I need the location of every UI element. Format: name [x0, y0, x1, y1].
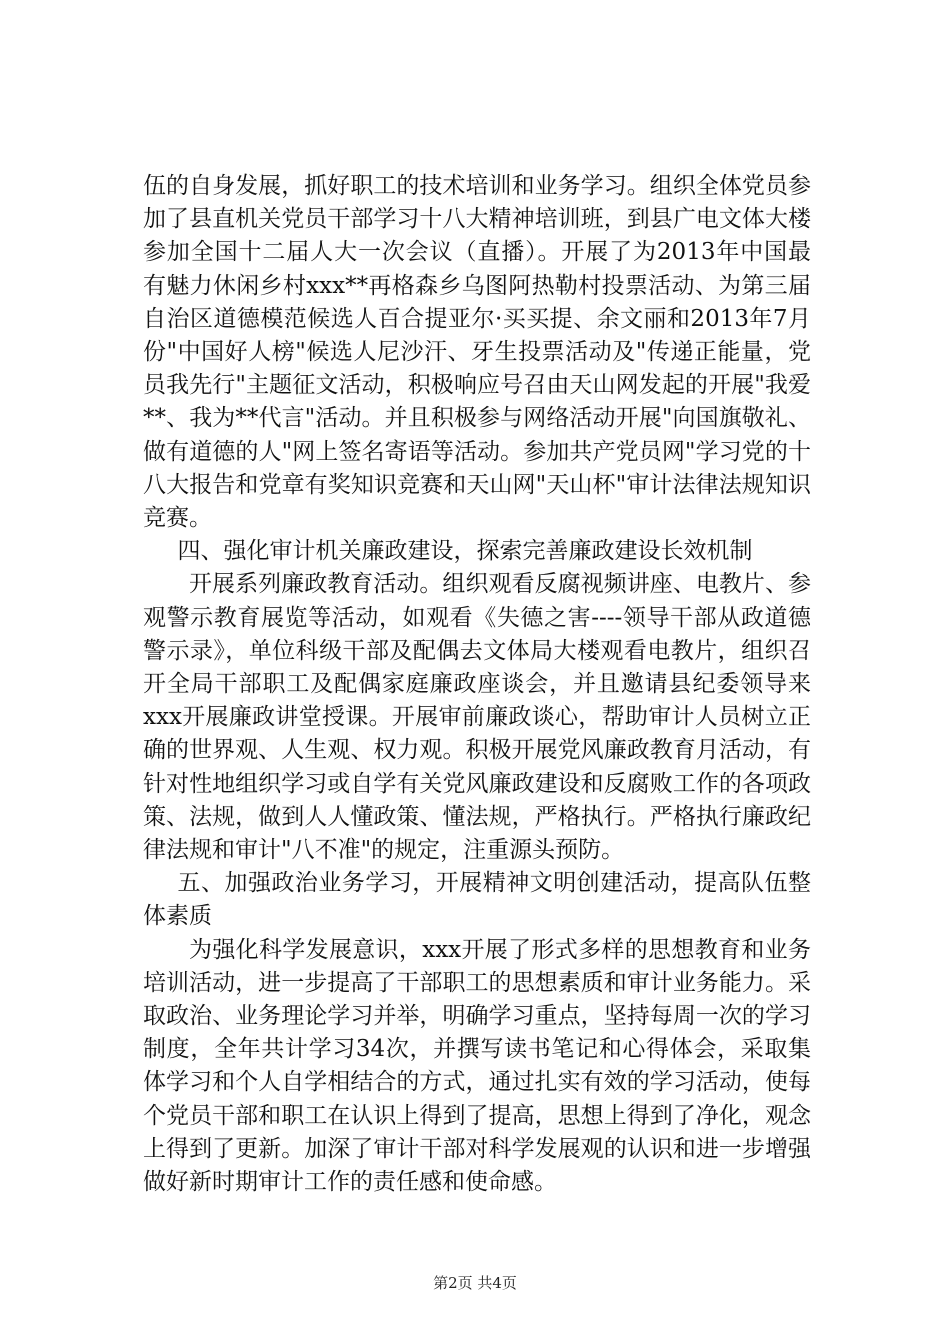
paragraph-continuation: 伍的自身发展，抓好职工的技术培训和业务学习。组织全体党员参加了县直机关党员干部学习十八大精神培训班，到县广电文体大楼参加全国十二届人大一次会议（直播）。开展了为2013年中国最有魅力休闲乡村xxx**再格森乡乌图阿热勒村投票活动、为第三届自治区道德模范候选人百合提亚尔·买买提、余文丽和2013年7月份"中国好人榜"候选人尼沙汗、牙生投票活动及"传递正能量，党员我先行"主题征文活动，积极响应号召由天山网发起的开展"我爱**、我为**代言"活动。并且积极参与网络活动开展"向国旗敬礼、做有道德的人"网上签名寄语等活动。参加共产党员网"学习党的十八大报告和党章有奖知识竞赛和天山网"天山杯"审计法律法规知识竞赛。 — [143, 173, 811, 532]
page-number-footer: 第2页 共4页 — [433, 1274, 517, 1292]
document-body — [143, 170, 811, 1199]
paragraph-study-activities: 为强化科学发展意识，xxx开展了形式多样的思想教育和业务培训活动，进一步提高了干部职工的思想素质和审计业务能力。采取政治、业务理论学习并举，明确学习重点，坚持每周一次的学习制度，全年共计学习34次，并撰写读书笔记和心得体会，采取集体学习和个人自学相结合的方式，通过扎实有效的学习活动，使每个党员干部和职工在认识上得到了提高，思想上得到了净化，观念上得到了更新。加深了审计干部对科学发展观的认识和进一步增强做好新时期审计工作的责任感和使命感。 — [143, 936, 811, 1196]
section-heading-four: 四、强化审计机关廉政建设，探索完善廉政建设长效机制 — [177, 538, 753, 565]
section-heading-five: 五、加强政治业务学习，开展精神文明创建活动，提高队伍整体素质 — [143, 870, 811, 930]
paragraph-integrity-education: 开展系列廉政教育活动。组织观看反腐视频讲座、电教片、参观警示教育展览等活动，如观看《失德之害----领导干部从政道德警示录》，单位科级干部及配偶去文体局大楼观看电教片，组织召开全局干部职工及配偶家庭廉政座谈会，并且邀请县纪委领导来xxx开展廉政讲堂授课。开展审前廉政谈心，帮助审计人员树立正确的世界观、人生观、权力观。积极开展党风廉政教育月活动，有针对性地组织学习或自学有关党风廉政建设和反腐败工作的各项政策、法规，做到人人懂政策、懂法规，严格执行。严格执行廉政纪律法规和审计"八不准"的规定，注重源头预防。 — [143, 571, 811, 864]
